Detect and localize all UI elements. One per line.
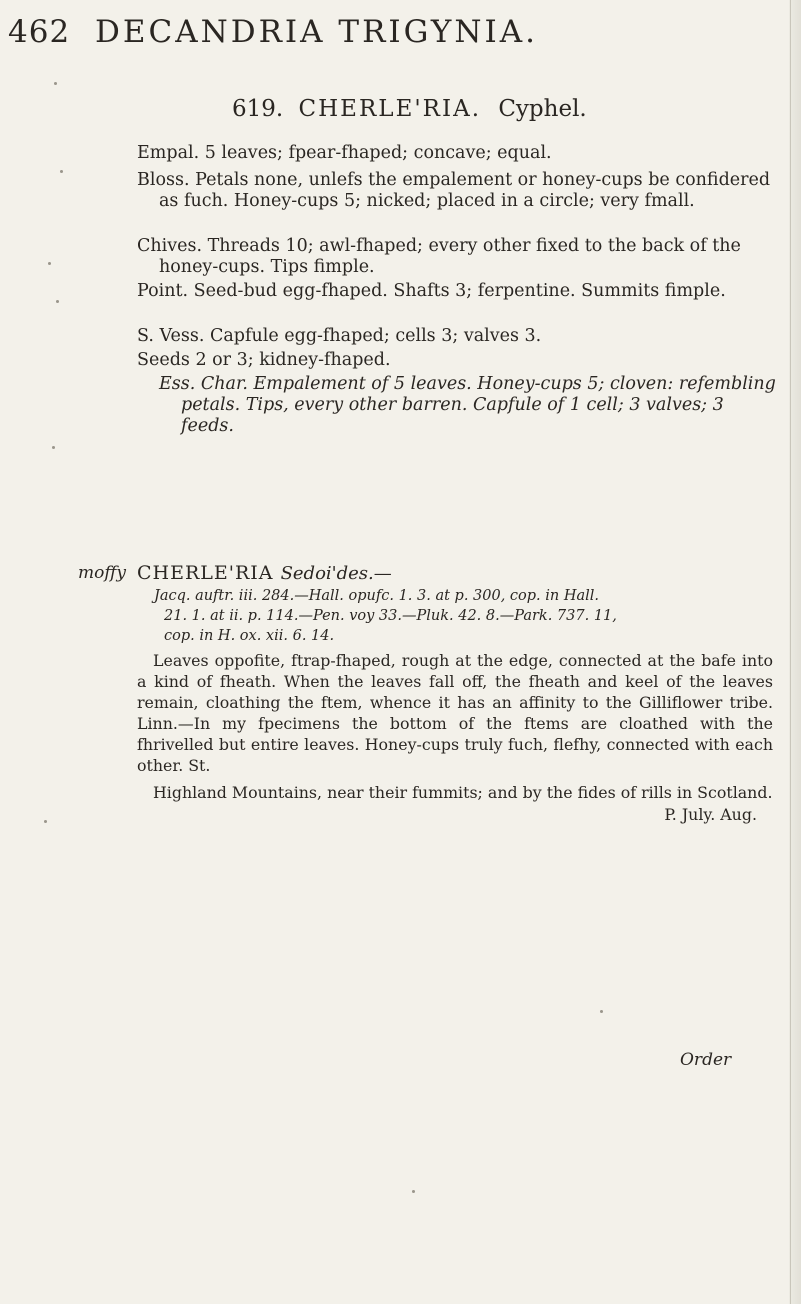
- paper-speck: [52, 446, 55, 449]
- reference-line: cop. in H. ox. xii. 6. 14.: [164, 628, 335, 644]
- paper-speck: [412, 1190, 415, 1193]
- essential-character: Ess. Char. Empalement of 5 leaves. Honey-cups 5; cloven: refembling petals. Tips, every other barren. Capfule of 1 cell; 3 valves; 3 feeds.: [159, 374, 776, 436]
- paper-speck: [56, 300, 59, 303]
- entry-heading: [232, 96, 587, 122]
- page-header: [0, 14, 760, 54]
- page-edge-line: [790, 0, 791, 1304]
- catchword: Order: [680, 1050, 732, 1070]
- entry-number: 619.: [232, 96, 284, 122]
- flowering-time: P. July. Aug.: [664, 805, 757, 824]
- paper-speck: [44, 820, 47, 823]
- references: [154, 586, 794, 646]
- character-pointal: Point. Seed-bud egg-fhaped. Shafts 3; ferpentine. Summits fimple.: [137, 281, 726, 301]
- character-chives: Chives. Threads 10; awl-fhaped; every other fixed to the back of the honey-cups. Tips fimple.: [137, 236, 741, 277]
- paper-speck: [600, 1010, 603, 1013]
- habitat: Highland Mountains, near their fummits; and by the fides of rills in Scotland.: [153, 783, 773, 802]
- running-title: DECANDRIA TRIGYNIA.: [95, 14, 538, 50]
- paper-speck: [54, 82, 57, 85]
- species-heading: [137, 562, 392, 584]
- paper-speck: [60, 170, 63, 173]
- reference-line: 21. 1. at ii. p. 114.—Pen. voy 33.—Pluk. 42. 8.—Park. 737. 11,: [164, 608, 617, 624]
- margin-note: moffy: [78, 563, 127, 583]
- character-seed-vessel: S. Vess. Capfule egg-fhaped; cells 3; valves 3.: [137, 326, 542, 346]
- species-genus: CHERLE'RIA: [137, 562, 274, 584]
- character-blossom: Bloss. Petals none, unlefs the empalement or honey-cups be confidered as fuch. Honey-cups 5; nicked; placed in a circle; very fmall.: [137, 170, 771, 211]
- genus-name: CHERLE'RIA.: [298, 96, 482, 122]
- common-name: Cyphel.: [498, 96, 587, 122]
- paper-speck: [48, 262, 51, 265]
- character-empalement: Empal. 5 leaves; fpear-fhaped; concave; equal.: [137, 143, 552, 163]
- character-seeds: Seeds 2 or 3; kidney-fhaped.: [137, 350, 391, 370]
- species-epithet: Sedoi'des.—: [280, 563, 392, 584]
- page-number: 462: [8, 14, 71, 50]
- reference-line: Jacq. auftr. iii. 284.—Hall. opufc. 1. 3. at p. 300, cop. in Hall.: [154, 588, 600, 604]
- species-description: Leaves oppofite, ftrap-fhaped, rough at the edge, connected at the bafe into a kind of fheath. When the leaves fall off, the fheath and keel of the leaves remain, cloathing the ftem, whence it has an affinity to the Gilliflower tribe. Linn.—In my fpecimens the bottom of the ftems are cloathed with the fhrivelled but entire leaves. Honey-cups truly fuch, flefhy, connected with each other. St.: [137, 651, 773, 775]
